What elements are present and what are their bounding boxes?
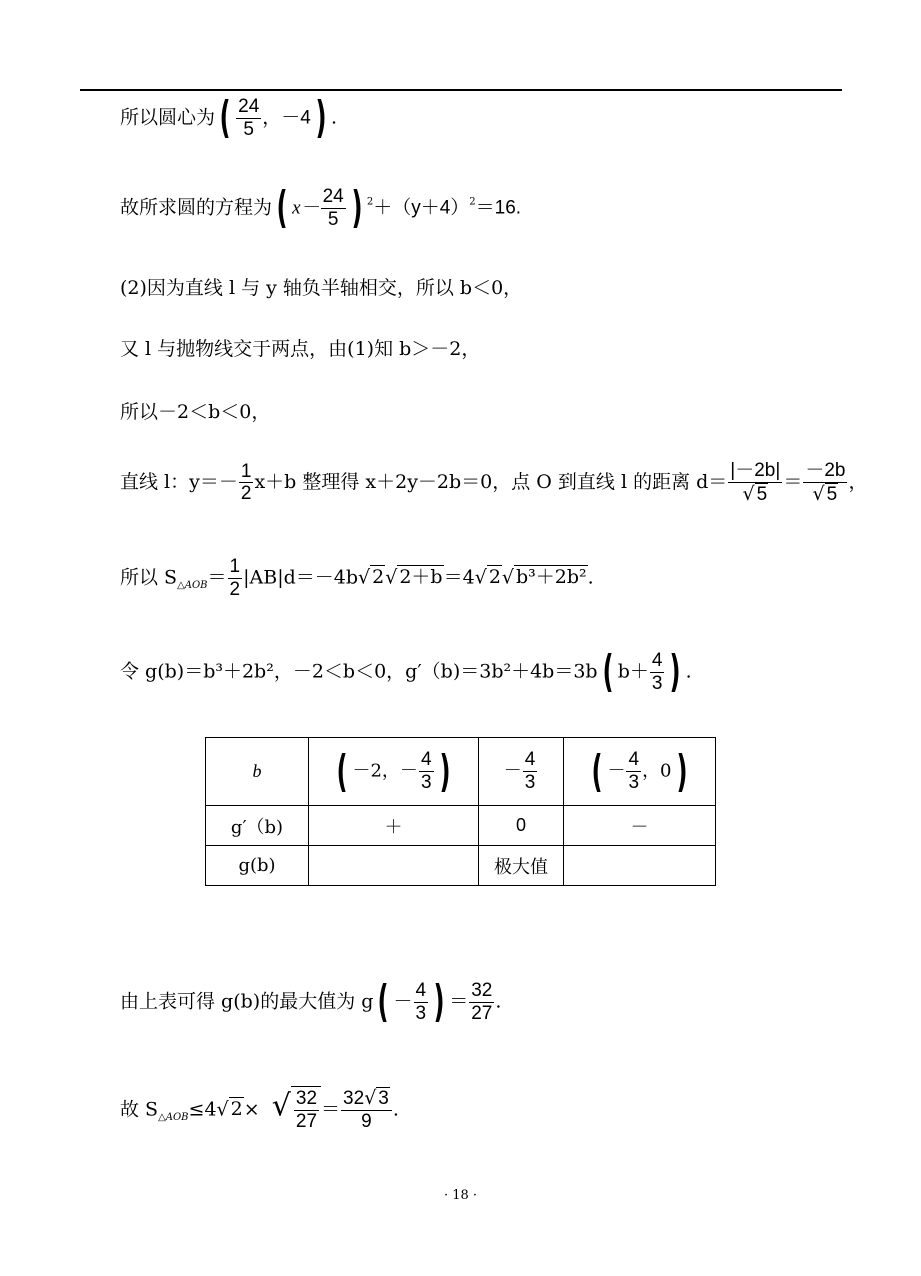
text: 所以 S [120,566,178,589]
denominator: 5 [243,118,254,140]
radicand: 5 [756,483,768,505]
left-paren-icon: ( [591,745,603,797]
numerator: |－2b| [730,460,781,481]
text: . [685,660,692,683]
table-row [206,806,716,846]
denominator: 3 [420,772,432,793]
cell-text: － [630,816,649,838]
text: ＝ [321,1098,341,1121]
sqrt-icon: √ [364,1087,377,1110]
left-paren-icon: ( [276,182,288,234]
line-part2: (2)因为直线 l 与 y 轴负半轴相交，所以 b＜0， [120,277,523,299]
text: 由上表可得 g(b)的最大值为 g [120,990,374,1013]
var-x: x－ [292,197,320,219]
text: ≤4 [188,1098,217,1121]
fraction [228,556,243,601]
right-paren-icon: ) [669,646,682,698]
text: b＋ [617,660,649,683]
text: ＝ [449,990,469,1013]
text: |AB|d＝－4b [243,566,359,589]
radicand: 2 [372,566,385,589]
fraction [341,1087,392,1133]
table-cell [206,738,309,806]
right-paren-icon: ) [433,976,445,1028]
right-paren-icon: ) [351,182,363,234]
text: ，－4 [262,107,311,129]
table-cell [564,738,716,806]
cell-text: 0 [515,815,526,835]
radicand: b³＋2b² [516,566,587,589]
table-cell [564,806,716,846]
denominator [728,483,782,506]
line-distance [120,460,867,506]
denominator: 3 [524,772,536,793]
numerator: 1 [229,556,241,577]
line-range: 所以－2＜b＜0， [120,401,271,423]
table-row [206,738,716,806]
cell-text: 极大值 [494,856,548,878]
text: 令 g(b)＝b³＋2b²，－2＜b＜0，g′（b)＝3b²＋4b＝3b [120,660,598,683]
text: x＋b 整理得 x＋2y－2b＝0，点 O 到直线 l 的距离 d＝ [254,470,728,493]
sqrt-icon: √ [358,566,371,589]
cell-text: － [607,760,626,782]
denominator: 2 [240,483,252,505]
sqrt-icon: √ [812,482,825,505]
subscript: △AOB [158,1112,189,1124]
table-cell [309,846,479,886]
table-cell [309,806,479,846]
line-area [120,556,594,601]
sqrt-icon: √ [742,482,755,505]
left-paren-icon: ( [602,646,614,698]
sqrt-icon: √ [501,566,515,589]
numerator: 32 [471,980,493,1001]
sqrt-icon: √ [271,1088,291,1124]
left-paren-icon: ( [377,976,389,1028]
right-paren-icon: ) [439,745,451,797]
text: ＝ [783,470,803,493]
line-intersect: 又 l 与抛物线交于两点，由(1)知 b＞－2， [120,338,481,360]
text: × [243,1098,260,1121]
subscript: △AOB [177,580,208,592]
table-cell [309,738,479,806]
fraction [414,980,429,1025]
page-number: · 18 · [443,1188,478,1203]
numerator: 32 [295,1088,318,1109]
sqrt-icon: √ [474,566,487,589]
denominator [803,483,847,506]
text: ＝4 [443,566,475,589]
text: . [587,566,594,589]
text: － [393,990,413,1013]
right-paren-icon: ) [676,745,688,797]
radicand: 5 [826,483,838,505]
numerator: 24 [322,186,344,207]
fraction [728,460,782,506]
denominator: 5 [327,208,339,230]
denominator: 27 [471,1002,493,1024]
cell-text: －2，－ [352,760,418,782]
fraction [239,461,254,506]
fraction [419,749,434,794]
table-cell [206,846,309,886]
header-rule [80,89,842,91]
fraction [523,749,538,794]
left-paren-icon: ( [336,745,348,797]
fraction [236,96,261,141]
numerator [341,1087,392,1111]
radicand [291,1086,321,1133]
cell-text: g′（b) [230,816,284,838]
monotonicity-table [205,737,716,886]
exponent: 2 [366,196,374,208]
sqrt-icon: √ [385,566,398,589]
line-conclusion [120,1086,399,1133]
numerator: 24 [238,96,260,117]
radicand: 2 [230,1098,243,1121]
fraction [626,749,641,794]
table-cell [479,806,564,846]
line-circle-equation [120,182,522,234]
sqrt-icon: √ [216,1098,229,1121]
denominator: 3 [415,1002,427,1024]
numerator: 1 [240,460,252,482]
text: . [392,1098,399,1121]
text: ， [848,470,868,493]
cell-text: b [252,761,262,781]
text: ＝16. [475,197,522,219]
numerator: 4 [420,749,432,771]
radicand: 2 [488,566,501,589]
text: 直线 l：y＝－ [120,470,238,493]
text: ＋（y＋4） [373,197,470,219]
numerator: 4 [628,749,640,771]
line-center [120,92,337,144]
cell-text: － [503,760,522,782]
num-text: 32 [343,1088,365,1110]
text: ＝ [207,566,227,589]
denominator: 3 [651,672,663,694]
denominator: 9 [361,1111,372,1133]
fraction [294,1088,319,1133]
denominator: 27 [295,1110,318,1132]
numerator: 4 [651,650,663,671]
exponent: 2 [469,196,476,208]
cell-text: g(b) [238,855,276,876]
radicand: 2＋b [399,566,443,589]
numerator: 4 [415,980,427,1001]
denominator: 2 [229,578,241,600]
numerator: 4 [524,749,536,771]
table-cell [479,846,564,886]
cell-text: ，0 [642,760,672,782]
table-cell [564,846,716,886]
text: 故 S [120,1098,159,1121]
numerator: －2b [805,460,846,481]
cell-text: ＋ [384,816,403,838]
right-paren-icon: ) [315,92,327,144]
left-paren-icon: ( [219,92,231,144]
fraction [469,980,494,1025]
text: 所以圆心为 [120,106,216,129]
table-cell [206,806,309,846]
radicand: 3 [378,1088,389,1110]
fraction [321,186,346,231]
fraction [650,650,665,695]
table-row [206,846,716,886]
fraction [803,460,847,506]
text: . [495,990,502,1013]
line-derivative [120,646,692,698]
table-cell [479,738,564,806]
denominator: 3 [628,772,640,793]
text: . [330,106,337,129]
text: 故所求圆的方程为 [120,196,273,219]
line-max-value [120,976,502,1028]
